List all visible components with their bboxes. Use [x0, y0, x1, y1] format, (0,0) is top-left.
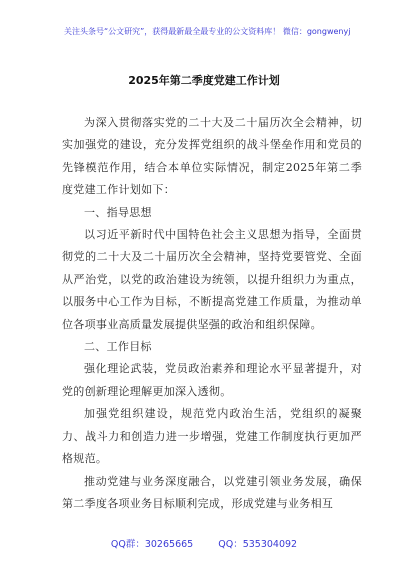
section-heading-guiding-ideology: 一、指导思想 — [84, 205, 152, 219]
footer-qq-group: QQ群：30265665 — [110, 539, 194, 550]
section-heading-work-goals: 二、工作目标 — [84, 340, 152, 354]
footer-contact — [0, 536, 408, 550]
paragraph-goal-organization: 加强党组织建设，规范党内政治生活，党组织的凝聚力、战斗力和创造力进一步增强，党建工作制度执行更加严格规范。 — [62, 407, 362, 466]
document-title: 2025年第二季度党建工作计划 — [128, 74, 280, 87]
document-body — [62, 112, 362, 515]
paragraph-guiding-ideology: 以习近平新时代中国特色社会主义思想为指导，全面贯彻党的二十大及二十届历次全会精神，坚持党要管党、全面从严治党，以党的政治建设为统领，以提升组织力为重点，以服务中心工作为目标，不断提高党建工作质量，为推动单位各项事业高质量发展提供坚强的政治和组织保障。 — [62, 228, 362, 331]
paragraph-goal-theory: 强化理论武装，党员政治素养和理论水平显著提升，对党的创新理论理解更加深入透彻。 — [62, 362, 362, 398]
paragraph-intro: 为深入贯彻落实党的二十大及二十届历次全会精神，切实加强党的建设，充分发挥党组织的战斗堡垒作用和党员的先锋模范作用，结合本单位实际情况，制定2025年第二季度党建工作计划如下： — [62, 116, 362, 197]
footer-qq: QQ：535304092 — [218, 539, 298, 550]
header-promo-text: 关注头条号“公文研究”，获得最新最全最专业的公文资料库！ 微信：gongwenyj — [64, 27, 351, 36]
paragraph-goal-integration: 推动党建与业务深度融合，以党建引领业务发展，确保第二季度各项业务目标顺利完成，形成党建与业务相互 — [62, 474, 362, 510]
